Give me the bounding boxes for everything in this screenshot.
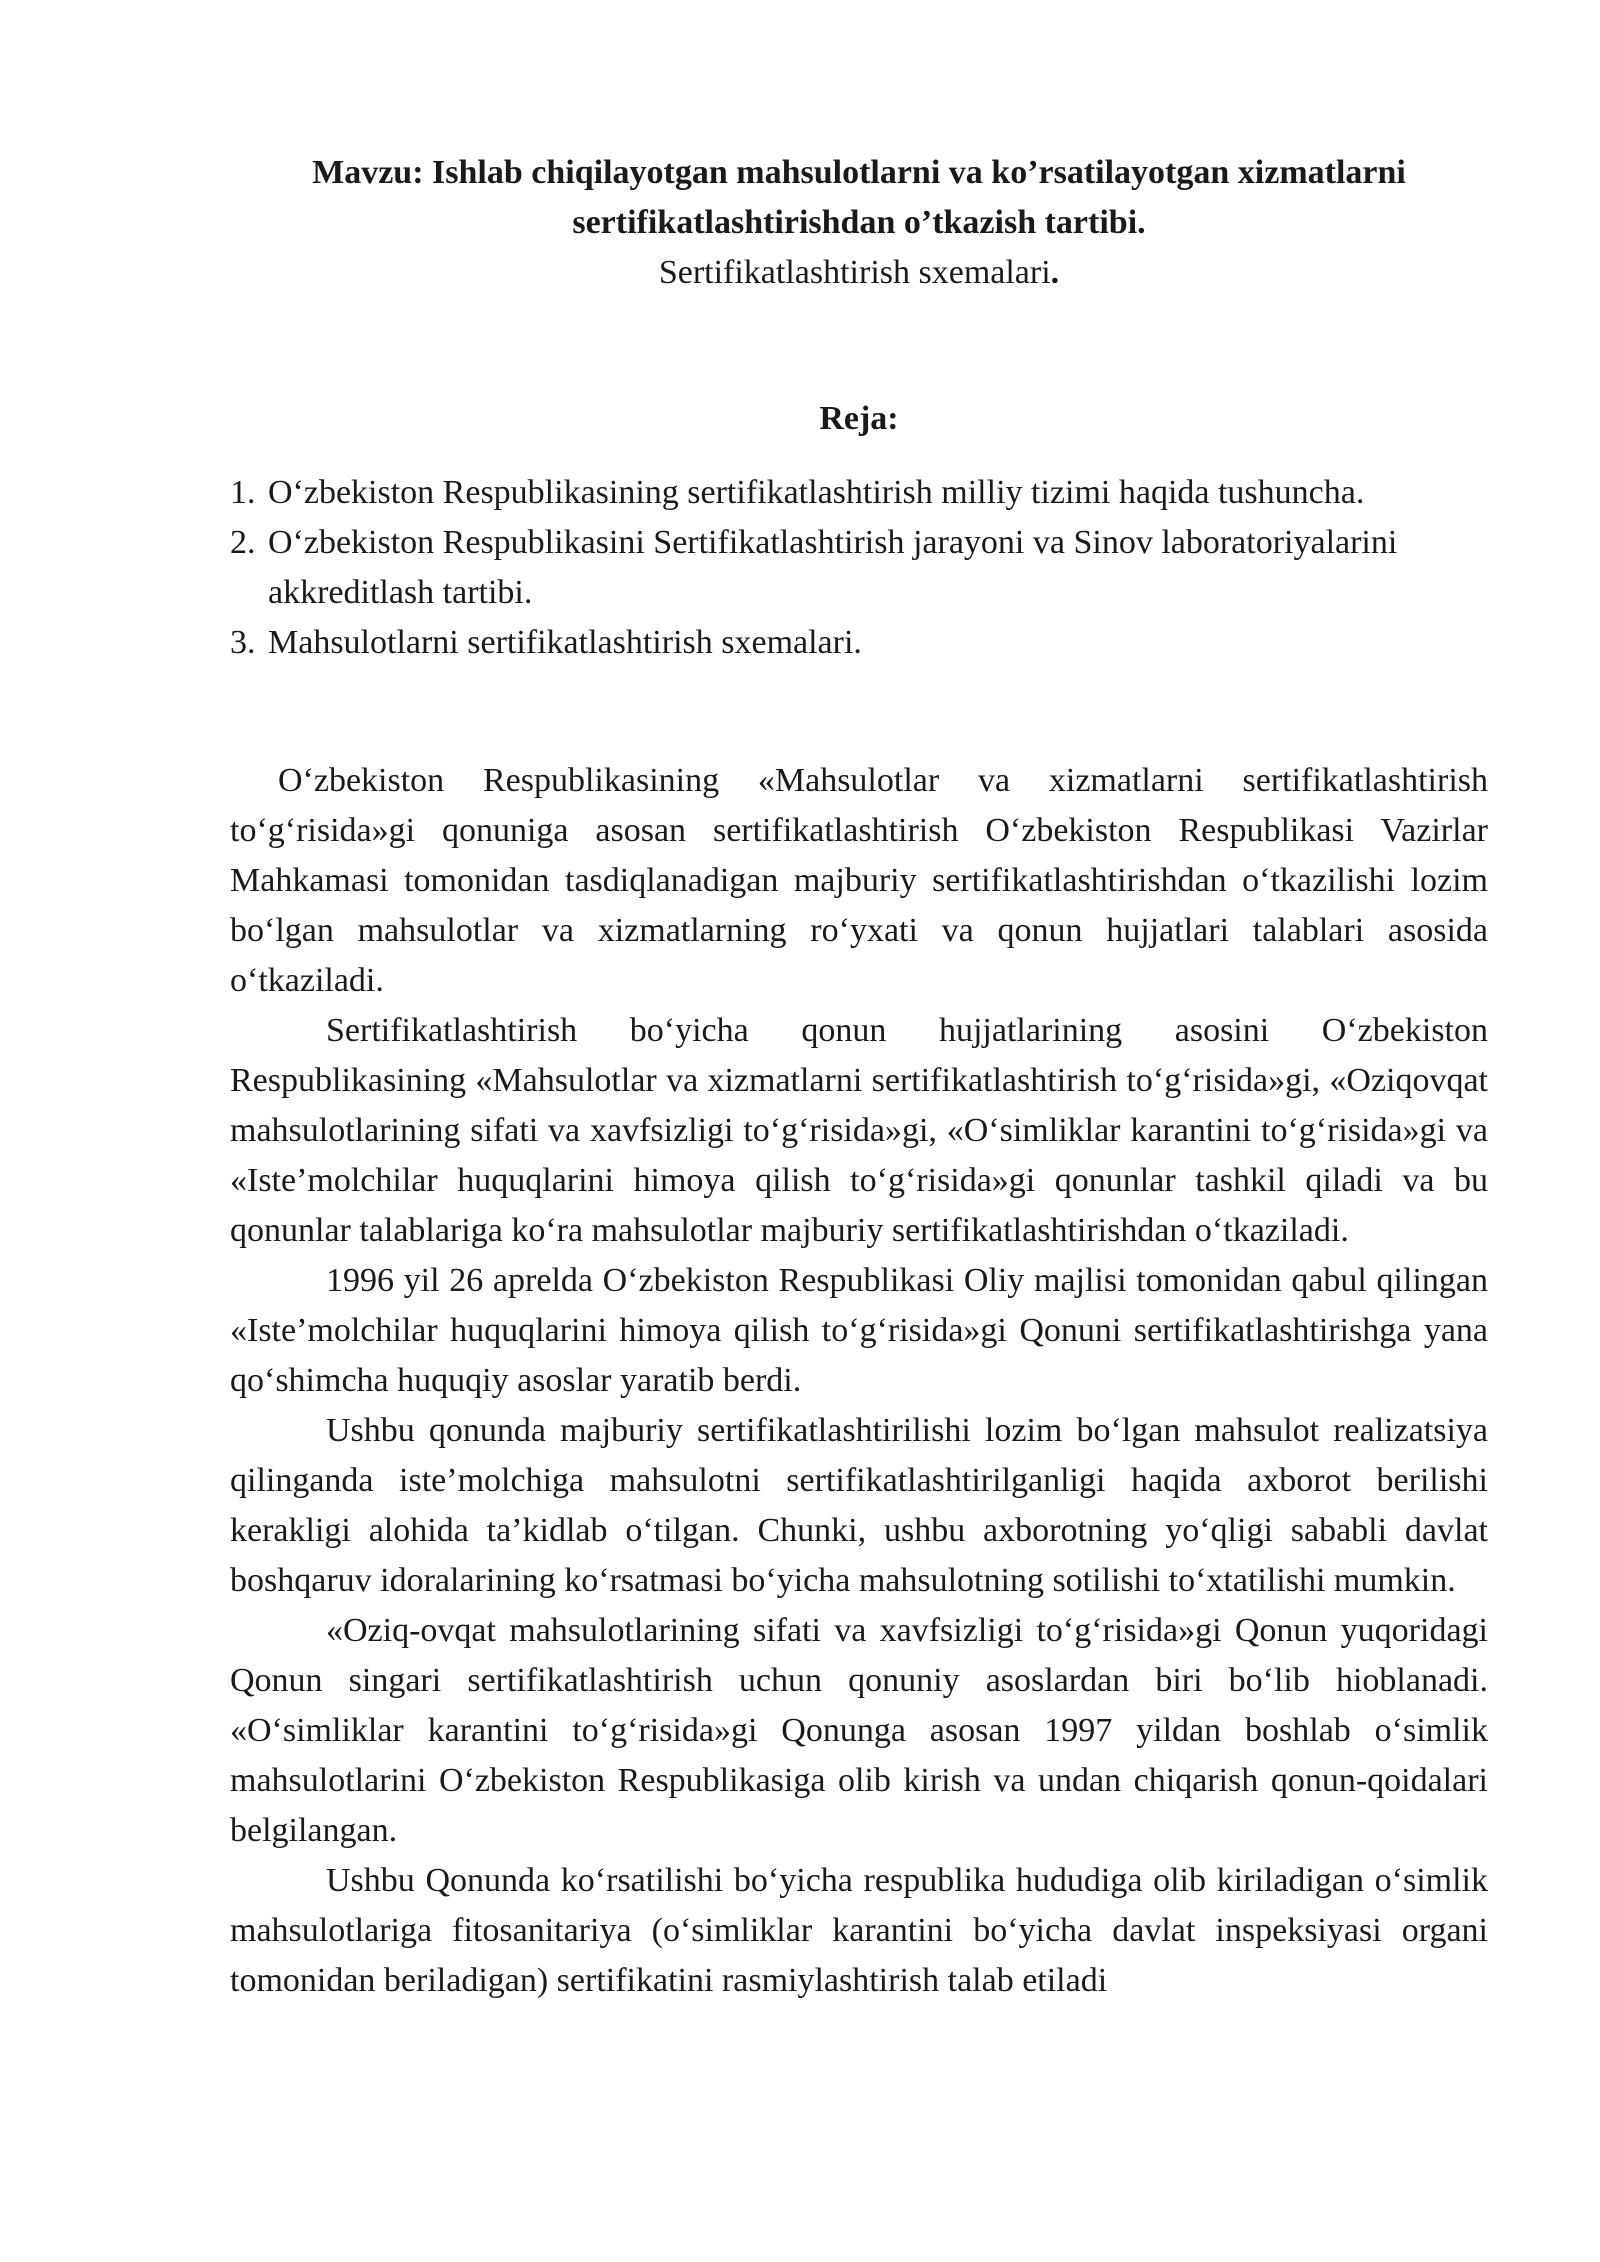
plan-item-text: O‘zbekiston Respublikasini Sertifikatlashtirish jarayoni va Sinov laboratoriyalarini akkreditlash tartibi. — [268, 524, 1398, 611]
plan-item-number: 3. — [230, 624, 256, 661]
title-line-3-text: Sertifikatlashtirish sxemalari — [658, 254, 1051, 291]
paragraph-1: O‘zbekiston Respublikasining «Mahsulotlar va xizmatlarni sertifikatlashtirish to‘g‘risida»gi qonuniga asosan sertifikatlashtirish O‘zbekiston Respublikasi Vazirlar Mahkamasi tomonidan tasdiqlanadigan majburiy sertifikatlashtirishdan o‘tkazilishi lozim bo‘lgan mahsulotlar va xizmatlarning ro‘yxati va qonun hujjatlari talablari asosida o‘tkaziladi. — [230, 762, 1488, 999]
title-line-3 — [230, 248, 1488, 298]
plan-list — [230, 468, 1488, 668]
plan-item-number: 2. — [230, 524, 256, 561]
plan-item-2 — [230, 518, 1488, 618]
body-text — [230, 756, 1488, 2006]
paragraph-2: Sertifikatlashtirish bo‘yicha qonun hujjatlarining asosini O‘zbekiston Respublikasining «Mahsulotlar va xizmatlarni sertifikatlashtirish to‘g‘risida»gi, «Oziqovqat mahsulotlarining sifati va xavfsizligi to‘g‘risida»gi, «O‘simliklar karantini to‘g‘risida»gi va «Iste’molchilar huquqlarini himoya qilish to‘g‘risida»gi qonunlar tashkil qiladi va bu qonunlar talablariga ko‘ra mahsulotlar majburiy sertifikatlashtirishdan o‘tkaziladi. — [230, 1012, 1488, 1249]
plan-item-number: 1. — [230, 474, 256, 511]
paragraph-6: Ushbu Qonunda ko‘rsatilishi bo‘yicha respublika hududiga olib kiriladigan o‘simlik mahsulotlariga fitosanitariya (o‘simliklar karantini bo‘yicha davlat inspeksiyasi organi tomonidan beriladigan) sertifikatini rasmiylashtirish talab etiladi — [230, 1862, 1488, 1999]
paragraph-3: 1996 yil 26 aprelda O‘zbekiston Respublikasi Oliy majlisi tomonidan qabul qilingan «Iste’molchilar huquqlarini himoya qilish to‘g‘risida»gi Qonuni sertifikatlashtirishga yana qo‘shimcha huquqiy asoslar yaratib berdi. — [230, 1262, 1488, 1399]
plan-item-text: Mahsulotlarni sertifikatlashtirish sxemalari. — [268, 624, 862, 661]
plan-item-text: O‘zbekiston Respublikasining sertifikatlashtirish milliy tizimi haqida tushuncha. — [268, 474, 1365, 511]
document-page — [230, 148, 1488, 1999]
paragraph-5: «Oziq-ovqat mahsulotlarining sifati va xavfsizligi to‘g‘risida»gi Qonun yuqoridagi Qonun singari sertifikatlashtirish uchun qonuniy asoslardan biri bo‘lib hioblanadi. «O‘simliklar karantini to‘g‘risida»gi Qonunga asosan 1997 yildan boshlab o‘simlik mahsulotlarini O‘zbekiston Respublikasiga olib kirish va undan chiqarish qonun-qoidalari belgilangan. — [230, 1612, 1488, 1849]
plan-heading: Reja: — [819, 400, 899, 437]
document-title — [230, 148, 1488, 298]
title-line-1: Mavzu: Ishlab chiqilayotgan mahsulotlarni va ko’rsatilayotgan xizmatlarni — [312, 154, 1406, 191]
plan-item-3 — [230, 618, 1488, 668]
plan-item-1 — [230, 468, 1488, 518]
paragraph-4: Ushbu qonunda majburiy sertifikatlashtirilishi lozim bo‘lgan mahsulot realizatsiya qilinganda iste’molchiga mahsulotni sertifikatlashtirilganligi haqida axborot berilishi kerakligi alohida ta’kidlab o‘tilgan. Chunki, ushbu axborotning yo‘qligi sababli davlat boshqaruv idoralarining ko‘rsatmasi bo‘yicha mahsulotning sotilishi to‘xtatilishi mumkin. — [230, 1412, 1488, 1599]
title-line-3-period: . — [1050, 254, 1060, 291]
title-line-2: sertifikatlashtirishdan o’tkazish tartibi. — [572, 204, 1146, 241]
